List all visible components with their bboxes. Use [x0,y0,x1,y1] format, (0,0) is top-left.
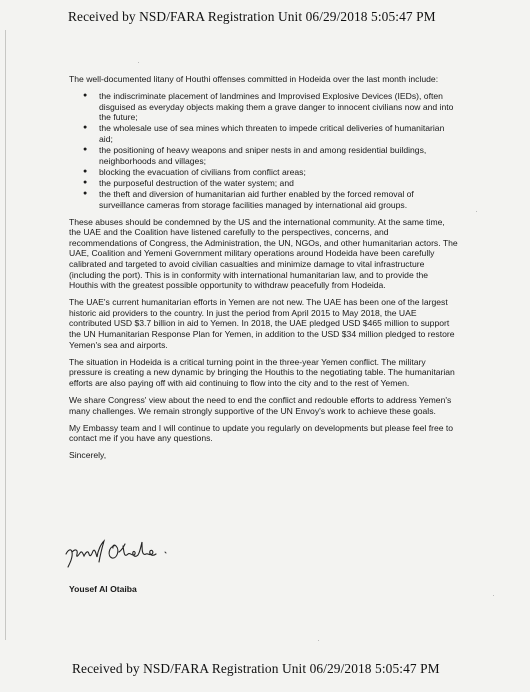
closing-salutation: Sincerely, [69,450,107,461]
bullet-icon: ● [83,146,88,154]
scan-speck [493,595,494,596]
bullet-icon: ● [83,178,88,186]
list-item: ● blocking the evacuation of civilians from conflict areas; [83,166,306,177]
embassy-paragraph: My Embassy team and I will continue to update you regularly on developments but please feel free to contact me if you have any questions. [69,422,454,444]
offense-list [69,91,459,210]
letter-body [69,74,459,468]
registration-stamp-bottom: Received by NSD/FARA Registration Unit 06/29/2018 5:05:47 PM [72,661,440,676]
signer-name: Yousef Al Otaiba [69,584,137,594]
list-item: ● the purposeful destruction of the water system; and [83,177,294,188]
registration-stamp-top: Received by NSD/FARA Registration Unit 06/29/2018 5:05:47 PM [68,9,436,24]
bullet-icon: ● [83,92,88,100]
scan-edge-line [5,30,6,640]
situation-paragraph: The situation in Hodeida is a critical turning point in the three-year Yemen conflict. The military pressure is creating a new dynamic by bringing the Houthis to the negotiating table. The humanitarian efforts are also paying off with aid continuing to flow into the city and to the rest of Yemen. [69,356,455,388]
bullet-icon: ● [83,189,88,197]
list-item: ● the wholesale use of sea mines which threaten to impede critical deliveries of humanitarian aid; [83,123,445,144]
scan-speck [138,62,139,63]
handwritten-signature [62,532,192,572]
intro-paragraph: The well-documented litany of Houthi offenses committed in Hodeida over the last month include: [69,74,439,84]
congress-paragraph: We share Congress' view about the need to end the conflict and redouble efforts to address Yemen's many challenges. We remain strongly supportive of the UN Envoy's work to achieve these goals. [69,395,452,416]
bullet-icon: ● [83,167,88,175]
scan-speck [318,640,319,641]
list-item: ● the theft and diversion of humanitarian aid further enabled by the forced removal of surveillance cameras from storage facilities managed by international aid groups. [83,188,414,210]
condemnation-paragraph: These abuses should be condemned by the US and the international community. At the same time, the UAE and the Coalition have listened carefully to the perspectives, concerns, and recommendations of Congress, the Administration, the UN, NGOs, and other humanitarian actors. The UAE, Coalition and Yemeni Government military operations around Hodeida have been carefully calibrated and targeted to avoid civilian casualties and minimize damage to vital infrastructure (including the port). This is in conformity with international humanitarian law, and to provide the Houthis with the greatest possible opportunity to withdraw peacefully from Hodeida. [69,216,458,291]
bullet-icon: ● [83,124,88,132]
list-item: ● the indiscriminate placement of landmines and Improvised Explosive Devices (IEDs), often disguised as everyday objects making them a grave danger to innocent civilians now and into the future; [83,91,454,123]
humanitarian-paragraph: The UAE's current humanitarian efforts in Yemen are not new. The UAE has been one of the largest historic aid providers to the country. In just the period from April 2015 to May 2018, the UAE contributed USD $3.7 billion in aid to Yemen. In 2018, the UAE pledged USD $465 million to support the UN Humanitarian Response Plan for Yemen, in addition to the USD $34 million pledged to restore Yemen's sea and airports. [69,297,455,350]
scan-speck [476,211,477,212]
list-item: ● the positioning of heavy weapons and sniper nests in and among residential buildings, neighborhoods and villages; [83,145,427,166]
